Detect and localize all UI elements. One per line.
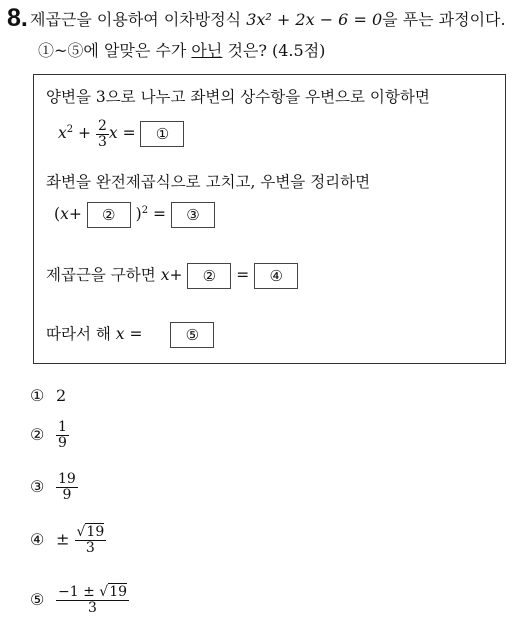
step-3-text: 제곱근을 구하면 xyxy=(46,266,156,284)
choice-2-marker: ② xyxy=(30,424,45,444)
blank-3: ③ xyxy=(171,202,215,228)
choice-2-fraction: $\frac{1}{9}$ xyxy=(58,419,67,451)
question-underlined-word: 아닌 xyxy=(191,41,223,60)
solution-box xyxy=(33,74,506,364)
question-prefix: 제곱근을 이용하여 이차방정식 xyxy=(30,10,242,29)
question-line-1 xyxy=(30,7,506,30)
question-number: 8. xyxy=(7,4,28,32)
fraction-two-thirds: $\frac{2}{3}$ xyxy=(97,118,107,150)
blank-2-first: ② xyxy=(87,202,131,228)
step-4-line: 따라서 해 x = ⑤ xyxy=(46,322,214,348)
question-part-a: ①~⑤에 알맞은 수가 xyxy=(38,41,187,60)
blank-1: ① xyxy=(140,121,184,147)
choice-5[interactable] xyxy=(30,585,129,615)
choice-3[interactable] xyxy=(30,472,78,502)
choice-5-marker: ⑤ xyxy=(30,589,45,609)
choice-3-fraction: $\frac{19}{9}$ xyxy=(58,471,76,503)
step-1-text: 양변을 3으로 나누고 좌변의 상수항을 우변으로 이항하면 xyxy=(46,88,430,106)
step-1-equation: $x^2$ + $\frac{2}{3}$ x = ① xyxy=(58,119,184,149)
step-2-text: 좌변을 완전제곱식으로 고치고, 우변을 정리하면 xyxy=(46,173,371,191)
choice-1-value: 2 xyxy=(56,386,67,405)
choice-4-marker: ④ xyxy=(30,529,45,549)
step-3-line: 제곱근을 구하면 x+ ② = ④ xyxy=(46,263,298,289)
step-4-text: 따라서 해 xyxy=(46,325,111,343)
choice-4-fraction: $\frac{√19}{3}$ xyxy=(76,524,105,556)
blank-2-second: ② xyxy=(187,263,231,289)
blank-4: ④ xyxy=(254,263,298,289)
blank-5: ⑤ xyxy=(170,322,214,348)
step-2-equation: (x+ ② )$^2$ = ③ xyxy=(54,202,215,228)
choice-4-sign: ± xyxy=(56,529,70,549)
question-line-2 xyxy=(38,38,325,61)
choice-3-marker: ③ xyxy=(30,476,45,496)
question-suffix: 을 푸는 과정이다. xyxy=(382,10,506,29)
question-part-b: 것은? (4.5점) xyxy=(227,41,326,60)
choice-2[interactable] xyxy=(30,420,69,450)
choice-5-fraction: $\frac{-1 \pm √19}{3}$ xyxy=(58,584,128,616)
choice-4[interactable] xyxy=(30,525,106,555)
choice-1-marker: ① xyxy=(30,386,45,405)
choice-1[interactable] xyxy=(30,386,66,405)
question-equation: 3x² + 2x − 6 = 0 xyxy=(246,10,383,29)
